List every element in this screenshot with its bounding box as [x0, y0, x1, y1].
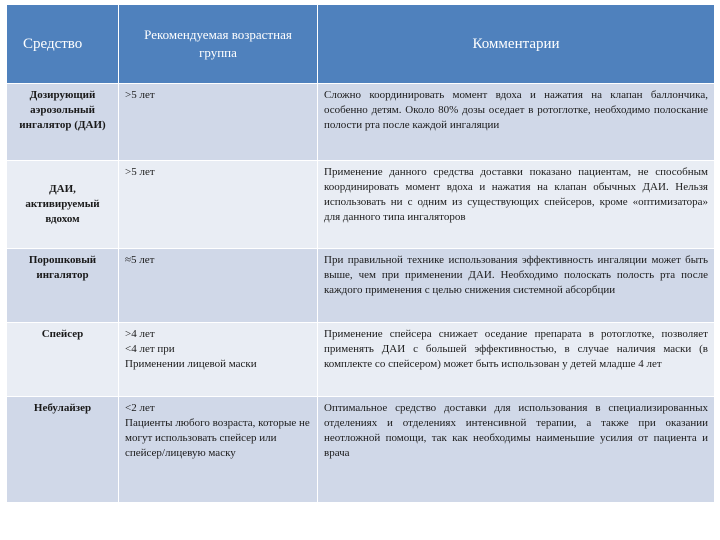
table-row	[7, 249, 715, 323]
inhaler-table	[6, 4, 715, 503]
header-means: Средство	[7, 5, 119, 84]
row-comment: Применение спейсера снижает оседание препарата в ротоглотке, позволяет применять ДАИ с большей эффективностью, в случае наличия маски (в комплекте со спейсером) может быть использован у детей младше 4 лет	[318, 323, 715, 397]
row-age: >5 лет	[119, 84, 318, 161]
row-age: <2 лет Пациенты любого возраста, которые не могут использовать спейсер или спейсер/лицевую маску	[119, 397, 318, 503]
table-row	[7, 323, 715, 397]
row-comment: При правильной технике использования эффективность ингаляции может быть выше, чем при применении ДАИ. Необходимо полоскать полость рта после каждого применения с целью снижения системной абсорбции	[318, 249, 715, 323]
row-name: Порошковый ингалятор	[7, 249, 119, 323]
table-row	[7, 397, 715, 503]
row-name: ДАИ, активируемый вдохом	[7, 161, 119, 249]
table-header-row	[7, 5, 715, 84]
table-row	[7, 84, 715, 161]
row-age: ≈5 лет	[119, 249, 318, 323]
header-age-group: Рекомендуемая возрастная группа	[119, 5, 318, 84]
row-age: >4 лет <4 лет при Применении лицевой маски	[119, 323, 318, 397]
row-comment: Оптимальное средство доставки для использования в специализированных отделениях и отделениях интенсивной терапии, а также при оказании неотложной помощи, так как необходимы наименьшие усилия от пациента и врача	[318, 397, 715, 503]
row-age: >5 лет	[119, 161, 318, 249]
row-comment: Применение данного средства доставки показано пациентам, не способным координировать момент вдоха и нажатия на клапан обычных ДАИ. Нельзя использовать ни с одним из существующих спейсеров, кроме «оптимизатора» для данного типа ингаляторов	[318, 161, 715, 249]
table-row	[7, 161, 715, 249]
row-name: Дозирующий аэрозольный ингалятор (ДАИ)	[7, 84, 119, 161]
row-comment: Сложно координировать момент вдоха и нажатия на клапан баллончика, особенно детям. Около 80% дозы оседает в ротоглотке, необходимо полоскание полости рта после каждой ингаляции	[318, 84, 715, 161]
row-name: Спейсер	[7, 323, 119, 397]
row-name: Небулайзер	[7, 397, 119, 503]
header-comments: Комментарии	[318, 5, 715, 84]
